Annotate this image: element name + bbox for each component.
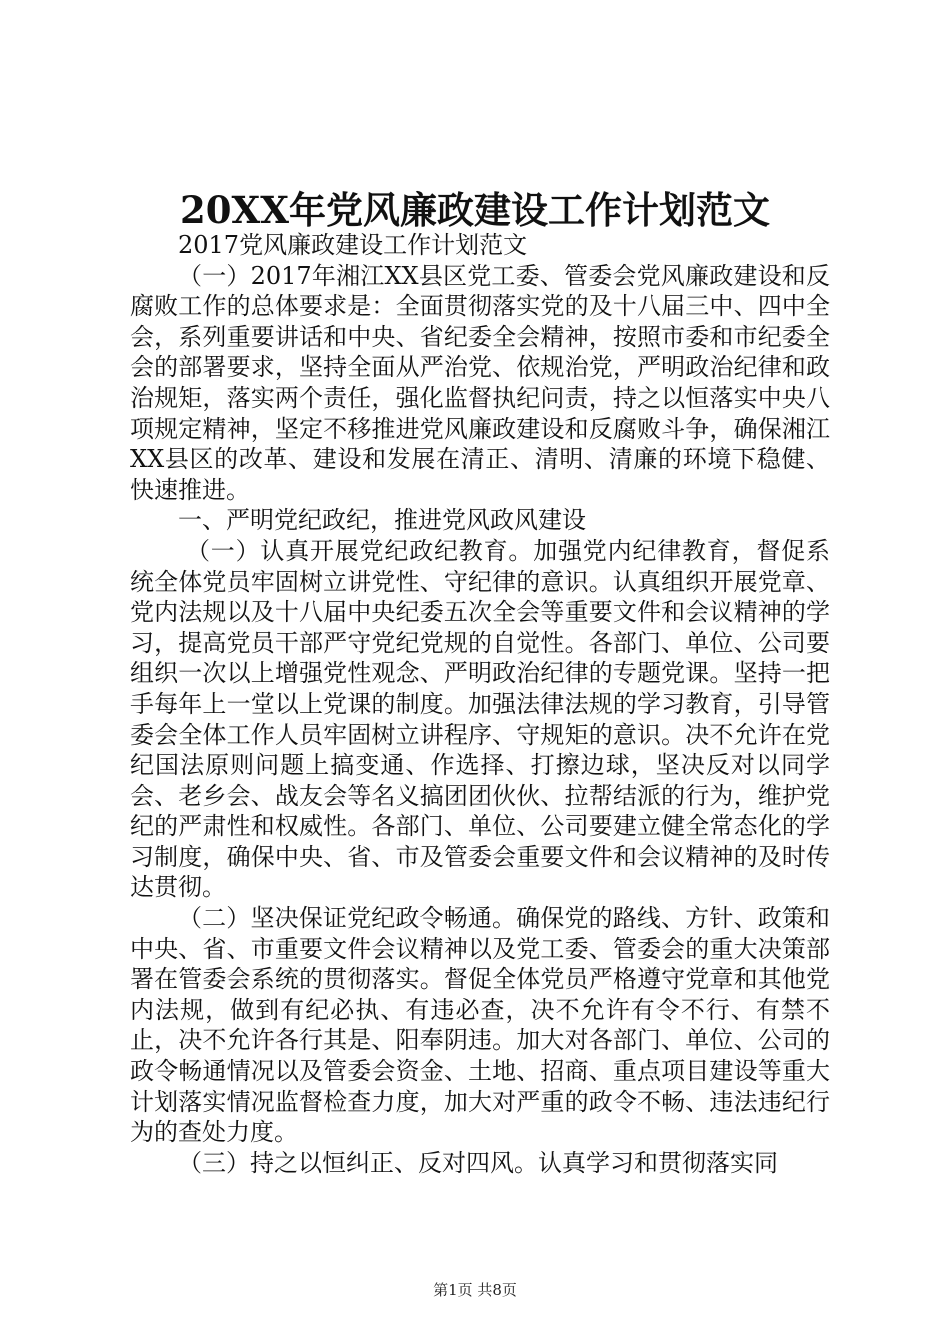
intro-paragraph: （一）2017年湘江XX县区党工委、管委会党风廉政建设和反腐败工作的总体要求是：全面贯彻落实党的及十八届三中、四中全会，系列重要讲话和中央、省纪委全会精神，按照市委和市纪委全会的部署要求，坚持全面从严治党、依规治党，严明政治纪律和政治规矩，落实两个责任，强化监督执纪问责，持之以恒落实中央八项规定精神，坚定不移推进党风廉政建设和反腐败斗争，确保湘江XX县区的改革、建设和发展在清正、清明、清廉的环境下稳健、快速推进。	[130, 261, 830, 504]
subtitle-paragraph: 2017党风廉政建设工作计划范文	[178, 231, 528, 259]
body-paragraph: （三）持之以恒纠正、反对四风。认真学习和贯彻落实同	[178, 1148, 778, 1177]
document-body	[130, 230, 830, 1178]
body-paragraph: （一）认真开展党纪政纪教育。加强党内纪律教育，督促系统全体党员牢固树立讲党性、守纪律的意识。认真组织开展党章、党内法规以及十八届中央纪委五次全会等重要文件和会议精神的学习，提高党员干部严守党纪党规的自觉性。各部门、单位、公司要组织一次以上增强党性观念、严明政治纪律的专题党课。坚持一把手每年上一堂以上党课的制度。加强法律法规的学习教育，引导管委会全体工作人员牢固树立讲程序、守规矩的意识。决不允许在党纪国法原则问题上搞变通、作选择、打擦边球，坚决反对以同学会、老乡会、战友会等名义搞团团伙伙、拉帮结派的行为，维护党纪的严肃性和权威性。各部门、单位、公司要建立健全常态化的学习制度，确保中央、省、市及管委会重要文件和会议精神的及时传达贯彻。	[130, 536, 830, 902]
body-paragraph: （二）坚决保证党纪政令畅通。确保党的路线、方针、政策和中央、省、市重要文件会议精神以及党工委、管委会的重大决策部署在管委会系统的贯彻落实。督促全体党员严格遵守党章和其他党内法规，做到有纪必执、有违必查，决不允许有令不行、有禁不止，决不允许各行其是、阳奉阴违。加大对各部门、单位、公司的政令畅通情况以及管委会资金、土地、招商、重点项目建设等重大计划落实情况监督检查力度，加大对严重的政令不畅、违法违纪行为的查处力度。	[130, 904, 830, 1147]
document-title: 20XX年党风廉政建设工作计划范文	[180, 188, 770, 232]
section-heading: 一、严明党纪政纪，推进党风政风建设	[178, 506, 586, 535]
page-number-footer: 第1页 共8页	[433, 1281, 517, 1299]
